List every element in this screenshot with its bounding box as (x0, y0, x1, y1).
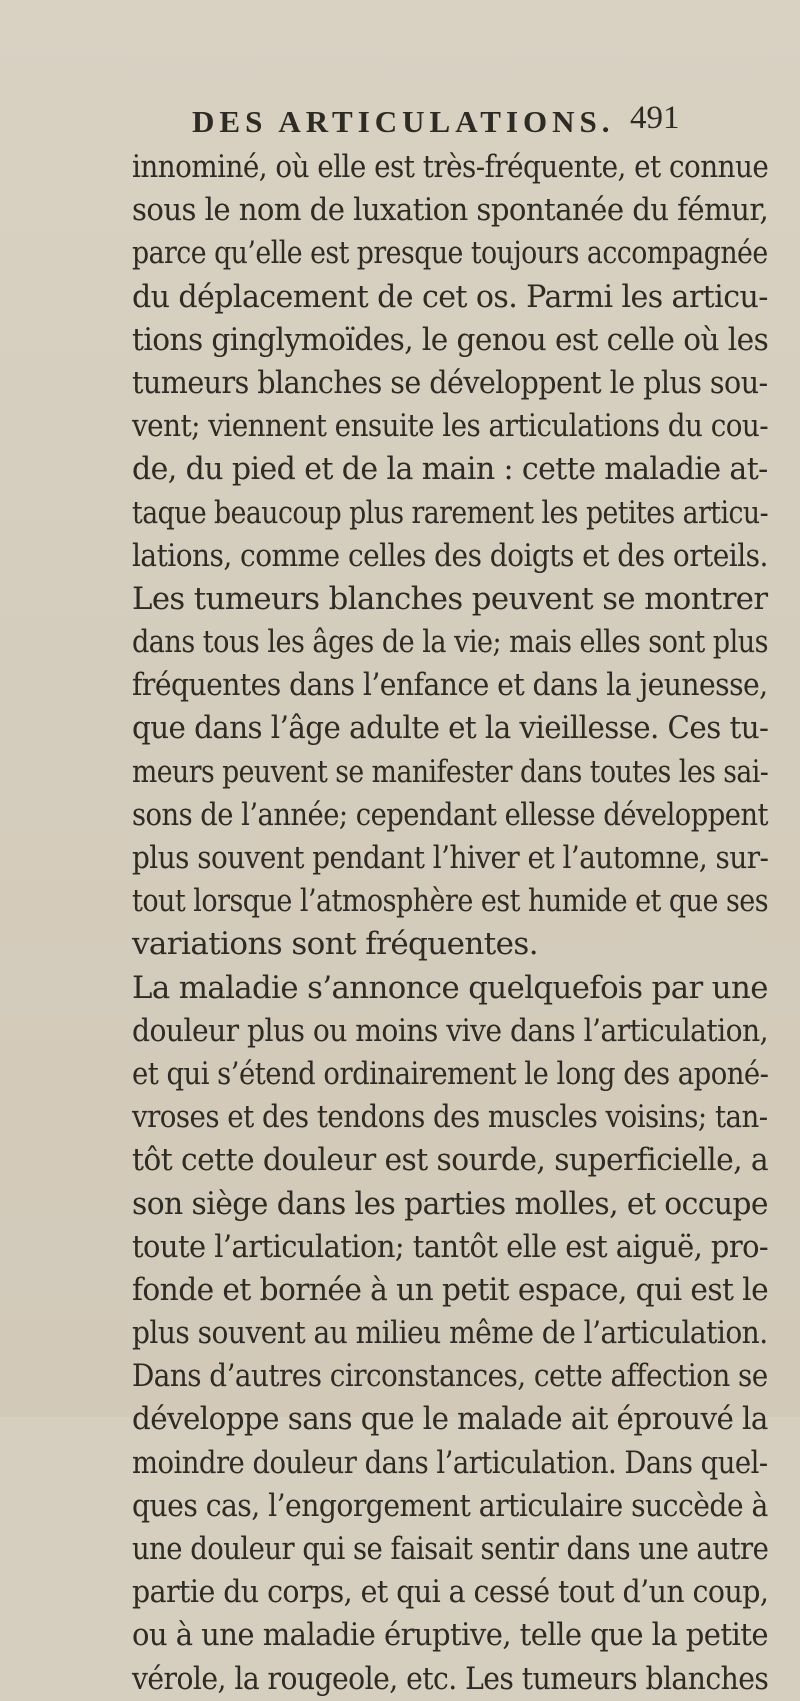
text-line: tions ginglymoïdes, le genou est celle où les (132, 321, 769, 358)
text-line: taque beaucoup plus rarement les petites articu- (132, 494, 769, 531)
body-text (132, 146, 768, 1701)
text-line: lations, comme celles des doigts et des orteils. (132, 537, 768, 574)
text-line: partie du corps, et qui a cessé tout d’un coup, (132, 1574, 769, 1611)
text-line: douleur plus ou moins vive dans l’articulation, (132, 1012, 769, 1049)
text-line: ques cas, l’engorgement articulaire succède à (132, 1487, 768, 1524)
text-line: vent; viennent ensuite les articulations du cou- (132, 408, 769, 445)
text-line: meurs peuvent se manifester dans toutes les sai- (132, 753, 769, 790)
text-line: vérole, la rougeole, etc. Les tumeurs blanches (132, 1660, 769, 1697)
text-line: et qui s’étend ordinairement le long des aponé- (132, 1055, 769, 1092)
text-line: développe sans que le malade ait éprouvé la (132, 1401, 768, 1438)
text-line: son siège dans les parties molles, et occupe (132, 1185, 768, 1222)
text-line: tôt cette douleur est sourde, superficielle, a (132, 1142, 769, 1179)
text-line: que dans l’âge adulte et la vieillesse. Ces tu- (132, 710, 769, 747)
text-line: innominé, où elle est très-fréquente, et connue (132, 149, 769, 185)
text-line: de, du pied et de la main : cette maladie at- (132, 451, 768, 488)
text-line: parce qu’elle est presque toujours accompagnée (132, 235, 768, 272)
text-line: une douleur qui se faisait sentir dans une autre (132, 1531, 769, 1567)
text-line: variations sont fréquentes. (132, 926, 538, 963)
text-line: moindre douleur dans l’articulation. Dans quel- (132, 1444, 768, 1481)
text-line: tumeurs blanches se développent le plus sou- (132, 364, 768, 401)
running-title: DES ARTICULATIONS. (192, 104, 615, 139)
text-line: plus souvent au milieu même de l’articulation. (132, 1315, 768, 1352)
text-line: fréquentes dans l’enfance et dans la jeunesse, (132, 667, 768, 704)
text-line: sous le nom de luxation spontanée du fémur, (132, 192, 769, 229)
text-line: vroses et des tendons des muscles voisins; tan- (132, 1099, 768, 1136)
text-line: tout lorsque l’atmosphère est humide et que ses (132, 883, 769, 920)
text-line: plus souvent pendant l’hiver et l’automne, sur- (132, 840, 769, 876)
text-line: ou à une maladie éruptive, telle que la petite (132, 1617, 768, 1654)
text-line: toute l’articulation; tantôt elle est aiguë, pro- (132, 1228, 769, 1265)
page-header (0, 100, 800, 144)
text-line: La maladie s’annonce quelquefois par une (132, 969, 768, 1006)
text-line: sons de l’année; cependant ellesse développent (132, 796, 769, 833)
text-line: du déplacement de cet os. Parmi les articu- (132, 278, 768, 315)
page-number: 491 (630, 100, 680, 136)
text-line: dans tous les âges de la vie; mais elles sont plus (132, 624, 769, 661)
text-line: Les tumeurs blanches peuvent se montrer (132, 580, 768, 617)
text-line: Dans d’autres circonstances, cette affection se (132, 1358, 768, 1395)
text-line: fonde et bornée à un petit espace, qui est le (132, 1271, 769, 1308)
